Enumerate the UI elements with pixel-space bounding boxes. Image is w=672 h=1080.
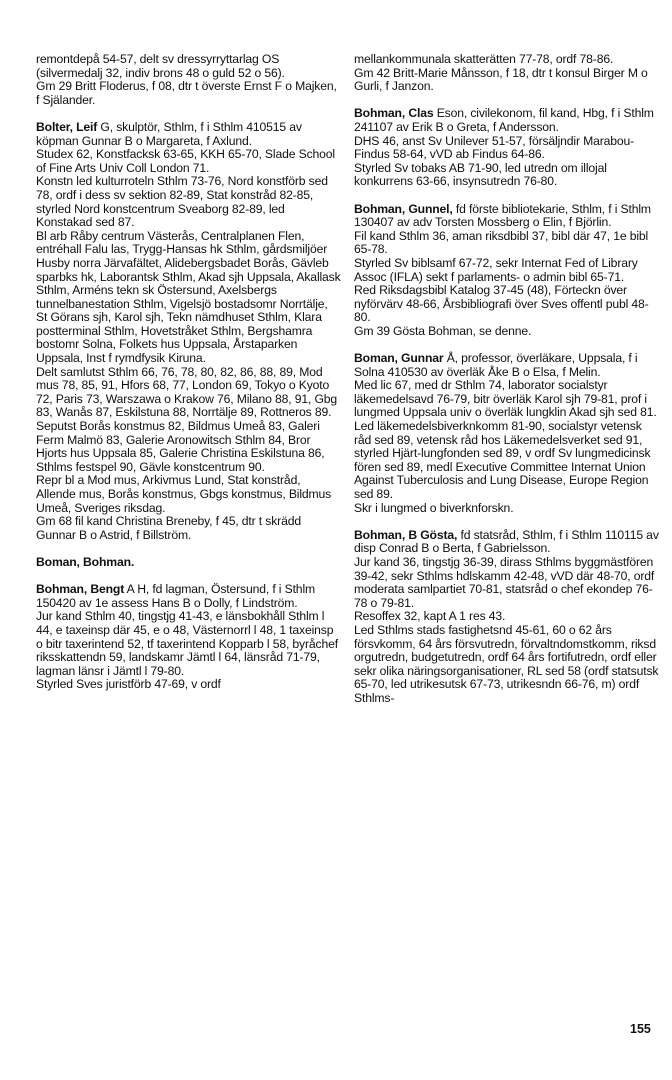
entry-paragraph: DHS 46, anst Sv Unilever 51-57, försäljndir Marabou-Findus 58-64, vVD ab Findus 64-86. xyxy=(354,133,635,162)
entry-paragraph: Resoffex 32, kapt A 1 res 43. xyxy=(354,609,506,624)
entry-paragraph: Gm 29 Britt Floderus, f 08, dtr t överste Ernst F o Majken, f Själander. xyxy=(36,79,337,107)
entry-paragraph: Studex 62, Konstfacksk 63-65, KKH 65-70, Slade School of Fine Arts Univ Coll London 71. xyxy=(36,147,335,175)
entry-paragraph: mellankommunala skatterätten 77-78, ordf 78-86. xyxy=(354,52,614,66)
entry-intro xyxy=(354,203,662,230)
entry-paragraph: Led läkemedelsbiverknkomm 81-90, socialstyr vetensk råd sed 89, vetensk råd hos Läkemedelsverket sed 91, styrled Hjärt-lungfonden sed 89, v ordf Sv lungmedicinsk fören sed 89, medl Executive Committee Internat Union Against Tuberculosis and Lung Disease, Europe Region sed 89. xyxy=(354,419,651,501)
entry-paragraph: Konstn led kulturroteln Sthlm 73-76, Nord konstförb sed 78, ordf i dess sv sektion 82-89, Stat konstråd 82-85, styrled Nord konstcentrum Sveaborg 82-89, led Konstakad sed 87. xyxy=(36,174,328,230)
entry-paragraph: Styrled Sves juristförb 47-69, v ordf xyxy=(36,677,221,692)
entry-paragraph: Delt samlutst Sthlm 66, 76, 78, 80, 82, 86, 88, 89, Mod mus 78, 85, 91, Hfors 68, 77, London 69, Tokyo o Kyoto 72, Paris 73, Warszawa o Krakow 76, Milano 88, 91, Gbg 83, Wanås 87, Eskilstuna 88, Norrtälje 89, Rottneros 89. xyxy=(36,364,338,420)
entry-intro xyxy=(354,529,662,556)
entry-continuation xyxy=(354,53,662,94)
entry-headword: Boman, Gunnar xyxy=(354,351,444,366)
entry-intro-text: fd förste bibliotekarie, Sthlm, f i Sthlm 130407 av adv Torsten Mossberg o Elin, f Björlin. xyxy=(354,201,651,230)
left-column xyxy=(36,53,342,706)
entry-paragraph: Med lic 67, med dr Sthlm 74, laborator socialstyr läkemedelsavd 76-79, bitr överläk Karol sjh 79-81, prof i lungmed Uppsala univ o överläk lungklin Akad sjh sed 81. xyxy=(354,378,657,420)
entry-intro xyxy=(36,583,342,610)
entry-paragraph: Gm 68 fil kand Christina Breneby, f 45, dtr t skrädd Gunnar B o Astrid, f Billström. xyxy=(36,514,301,542)
biography-entry xyxy=(36,583,342,692)
entry-paragraph: Styrled Sv biblsamf 67-72, sekr Internat Fed of Library Assoc (IFLA) sekt f parlaments- o admin bibl 65-71. xyxy=(354,255,638,284)
biography-entry xyxy=(354,107,662,189)
entry-intro xyxy=(354,352,662,379)
entry-headword: Bohman, Gunnel, xyxy=(354,201,453,216)
right-column xyxy=(354,53,662,719)
entry-intro xyxy=(36,556,342,570)
entry-continuation xyxy=(36,53,342,107)
entry-paragraph: Gm 42 Britt-Marie Månsson, f 18, dtr t konsul Birger M o Gurli, f Janzon. xyxy=(354,65,648,94)
entry-intro xyxy=(36,121,342,148)
biography-entry xyxy=(354,352,662,515)
entry-paragraph: Repr bl a Mod mus, Arkivmus Lund, Stat konstråd, Allende mus, Borås konstmus, Gbgs konstmus, Bildmus Umeå, Sveriges riksdag. xyxy=(36,473,332,515)
entry-headword: Bohman, Bengt xyxy=(36,582,125,597)
biography-entry xyxy=(354,529,662,706)
entry-paragraph: Seputst Borås konstmus 82, Bildmus Umeå 83, Galeri Ferm Malmö 83, Galerie Aronowitsch Sthlm 84, Bror Hjorts hus Uppsala 85, Galerie Christina Eskilstuna 86, Sthlms festspel 90, Gävle konstcentrum 90. xyxy=(36,419,325,474)
entry-headword: Bohman, B Gösta, xyxy=(354,527,458,542)
entry-paragraph: Fil kand Sthlm 36, aman riksdbibl 37, bibl där 47, 1e bibl 65-78. xyxy=(354,228,649,257)
entry-paragraph: Gm 39 Gösta Bohman, se denne. xyxy=(354,323,532,338)
entry-paragraph: Bl arb Råby centrum Västerås, Centralplanen Flen, entréhall Falu las, Trygg-Hansas hk Sthlm, gårdsmiljöer Husby norra Järvafältet, Alidebergsbadet Borås, Gävleb sparbks hk, Laborantsk Sthlm, Akad sjh Uppsala, Akallask Sthlm, Arméns tekn sk Östersund, Axelsbergs tunnelbanestation Sthlm, Vigelsjö bostadsomr Norrtälje, St Görans sjh, Karol sjh, Tekn nämdhuset Sthlm, Klara postterminal Sthlm, Hovetstråket Sthlm, Bergshamra bostomr Solna, Folkets hus Uppsala, Årstaparken Uppsala, Inst f rymdfysik Kiruna. xyxy=(36,228,341,366)
entry-paragraph: Styrled Sv tobaks AB 71-90, led utredn om illojal konkurrens 63-66, insynsutredn 76-80. xyxy=(354,160,607,189)
entry-headword: Boman, Bohman. xyxy=(36,554,135,569)
biography-entry xyxy=(36,121,342,542)
biography-entry xyxy=(36,556,342,570)
entry-intro xyxy=(354,107,662,134)
entry-intro-text: A H, fd lagman, Östersund, f i Sthlm 150420 av 1e assess Hans B o Dolly, f Lindström. xyxy=(36,582,315,610)
entry-paragraph: Red Riksdagsbibl Katalog 37-45 (48), Förteckn över nyförvärv 48-66, Årsbibliografi över Sves offentl publ 48-80. xyxy=(354,283,649,325)
biography-entry xyxy=(354,203,662,339)
entry-intro-text: Å, professor, överläkare, Uppsala, f i Solna 410530 av överläk Åke B o Elsa, f Melin. xyxy=(354,351,638,379)
entry-intro-text: Eson, civilekonom, fil kand, Hbg, f i Sthlm 241107 av Erik B o Greta, f Andersson. xyxy=(354,106,654,134)
entry-paragraph: remontdepå 54-57, delt sv dressyrryttarlag OS (silvermedalj 32, indiv brons 48 o guld 52 o 56). xyxy=(36,52,285,80)
page-number: 155 xyxy=(630,1022,651,1036)
entry-intro-text: G, skulptör, Sthlm, f i Sthlm 410515 av köpman Gunnar B o Margareta, f Axlund. xyxy=(36,119,302,148)
entry-paragraph: Jur kand 36, tingstjg 36-39, dirass Sthlms byggmästfören 39-42, sekr Sthlms hdlskamm 42-48, vVD där 48-70, ordf moderata samlpartiet 70-81, statsråd o chef ekondep 76-78 o 79-81. xyxy=(354,554,655,610)
entry-paragraph: Led Sthlms stads fastighetsnd 45-61, 60 o 62 års försvkomm, 64 års försvutredn, förvaltndomstkomm, riksd orgutredn, budgetutredn, ordf 64 års fortifutredn, ordf eller sekr olika näringsorganisationer, RL sed 58 (ordf statsutsk 65-70, led utrikesutsk 67-73, utrikesndn 66-76, m) ordf Sthlms- xyxy=(354,622,659,705)
entry-paragraph: Jur kand Sthlm 40, tingstjg 41-43, e länsbokhåll Sthlm l 44, e taxeinsp där 45, e o 48, Västernorrl l 48, 1 taxeinsp o bitr taxerintend 52, tf taxerintend Kopparb l 58, byråchef riksskattendn 59, landskamr Jämtl l 64, länsråd 71-79, lagman länsr i Jämtl l 79-80. xyxy=(36,609,338,678)
entry-headword: Bohman, Clas xyxy=(354,106,434,121)
entry-intro-text: fd statsråd, Sthlm, f i Sthlm 110115 av disp Conrad B o Berta, f Gabrielsson. xyxy=(354,527,659,556)
entry-paragraph: Skr i lungmed o biverknforskn. xyxy=(354,500,514,515)
entry-headword: Bolter, Leif xyxy=(36,119,98,134)
